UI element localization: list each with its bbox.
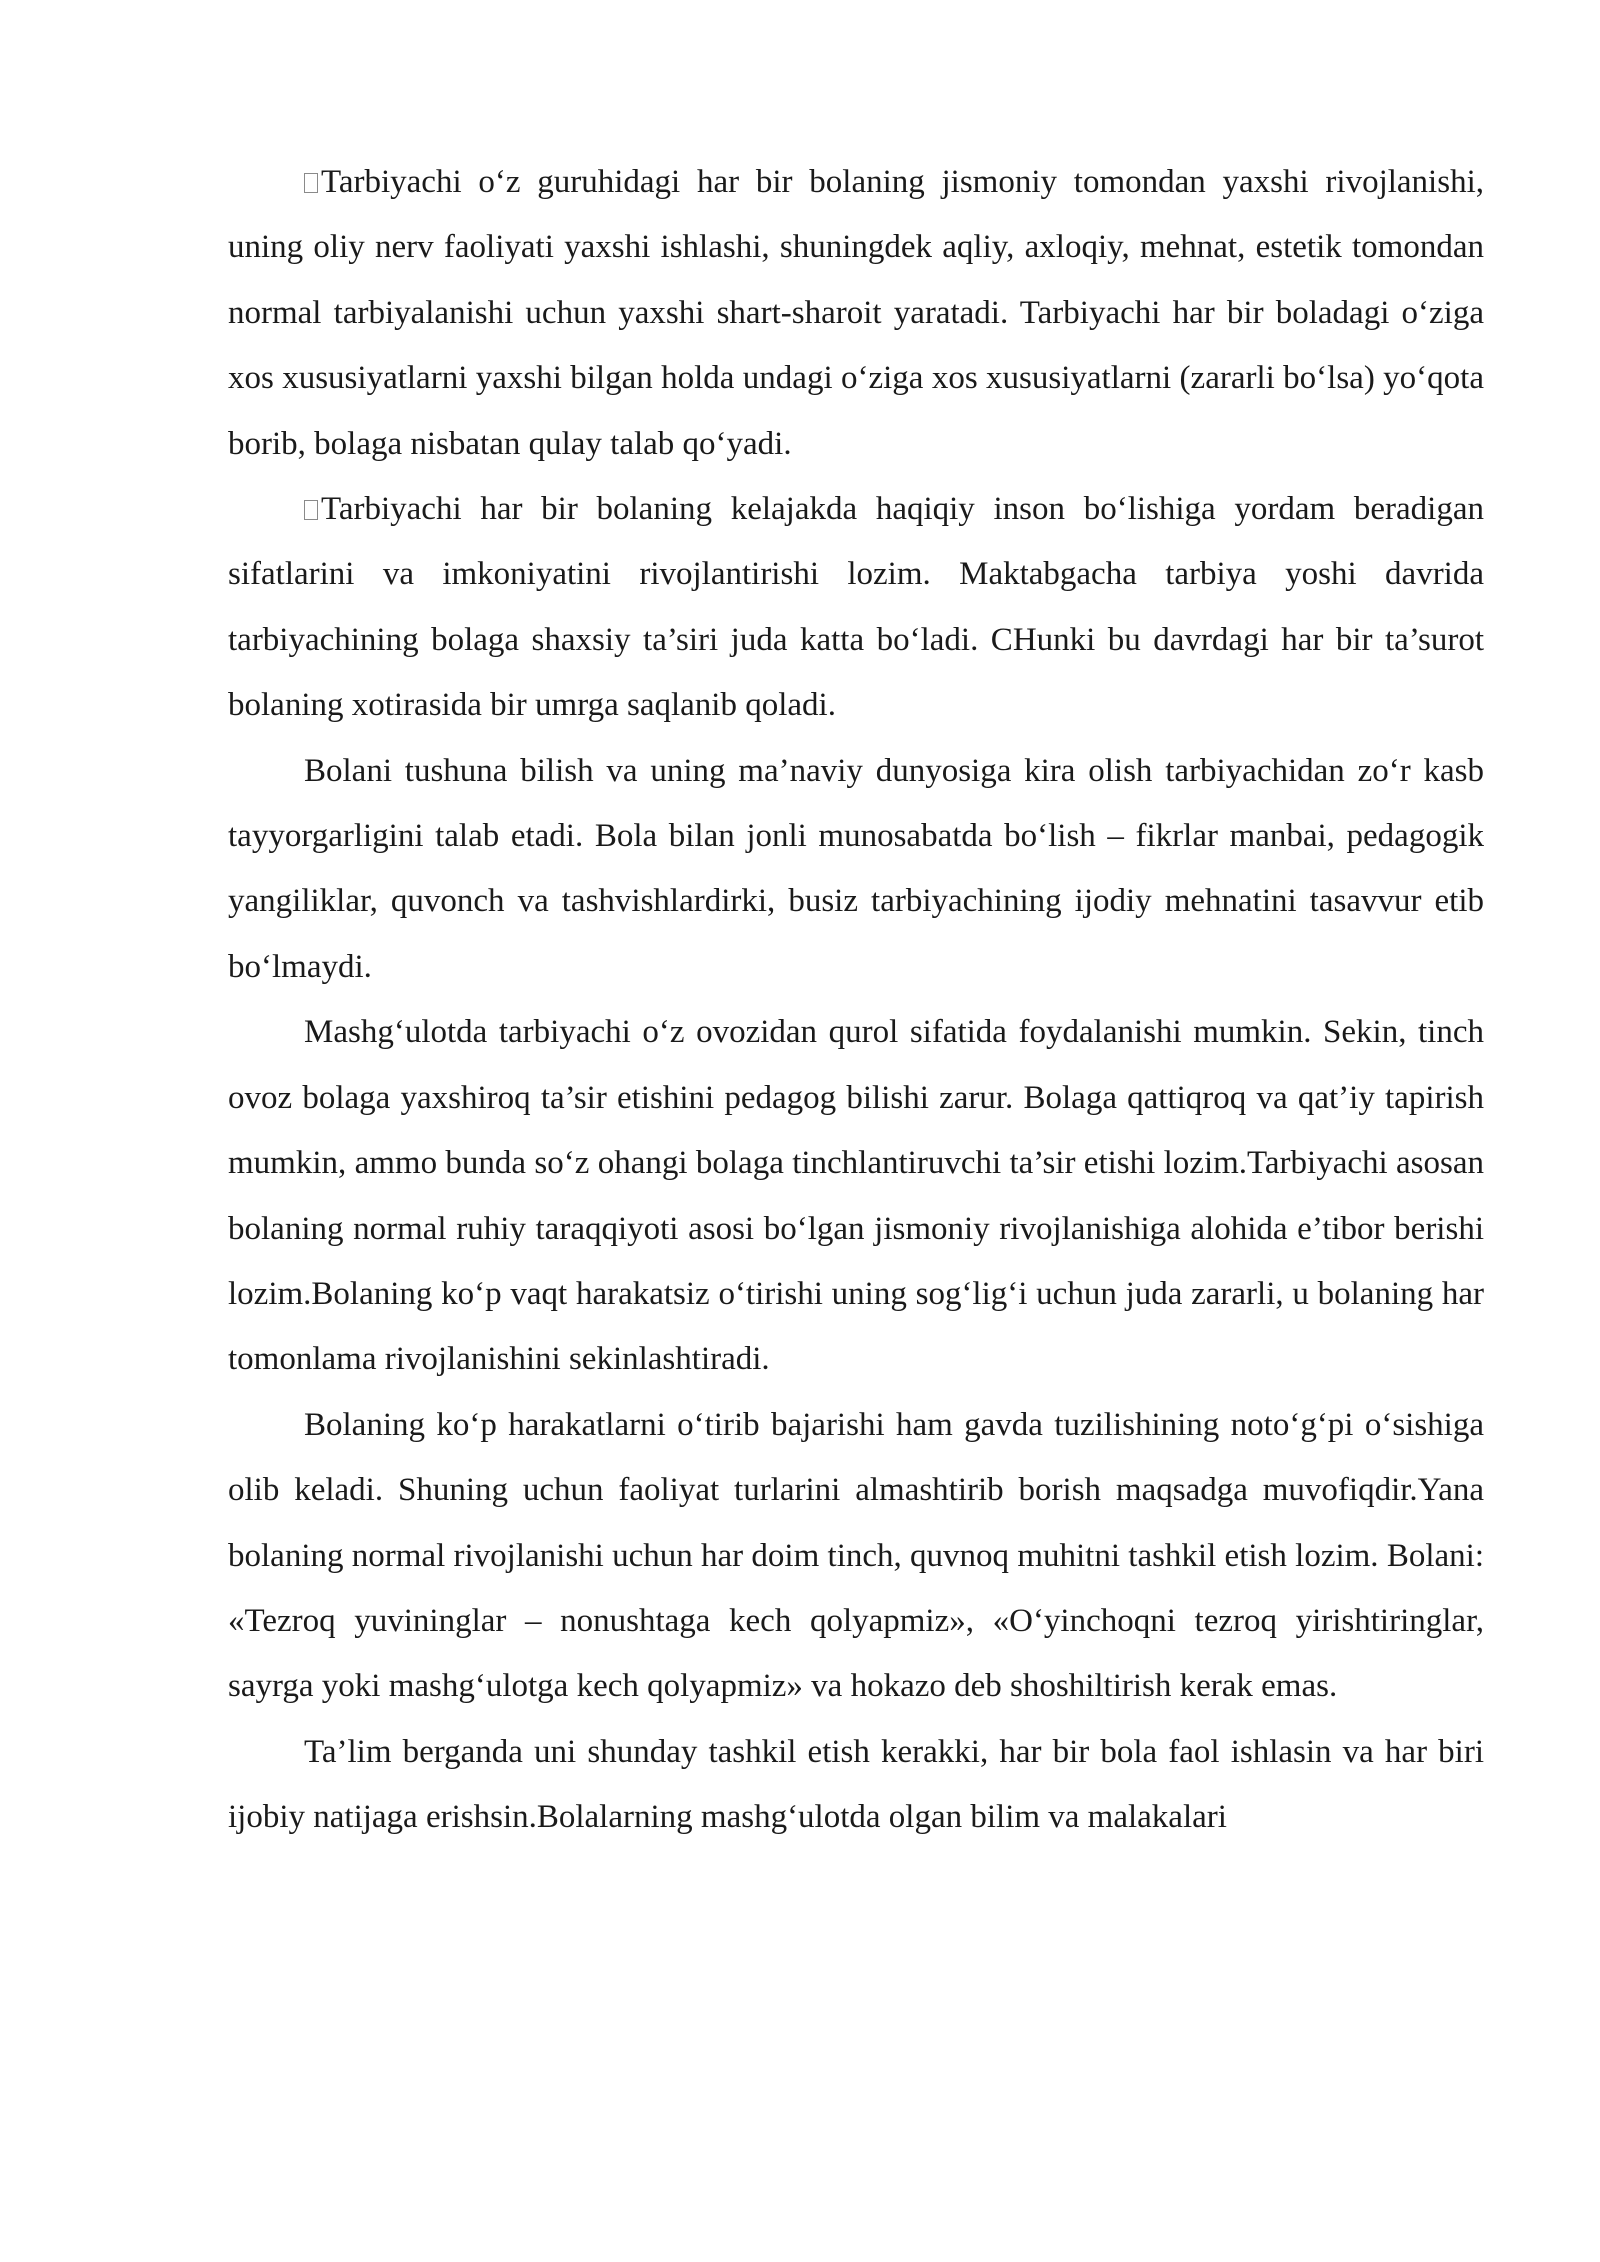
- paragraph-3-text: Bolani tushuna bilish va uning ma’naviy dunyosiga kira olish tarbiyachidan zo‘r kasb tayyorgarligini talab etadi. Bola bilan jonli munosabatda bo‘lish – fikrlar manbai, pedagogik yangiliklar, quvonch va tashvishlardirki, busiz tarbiyachining ijodiy mehnatini tasavvur etib bo‘lmaydi.: [228, 752, 1484, 985]
- paragraph-2: [228, 477, 1484, 739]
- paragraph-5-text: Bolaning ko‘p harakatlarni o‘tirib bajarishi ham gavda tuzilishining noto‘g‘pi o‘sishiga olib keladi. Shuning uchun faoliyat turlarini almashtirib borish maqsadga muvofiqdir.Yana bolaning normal rivojlanishi uchun har doim tinch, quvnoq muhitni tashkil etish lozim. Bolani: «Tezroq yuvininglar – nonushtaga kech qolyapmiz», «O‘yinchoqni tezroq yirishtiringlar, sayrga yoki mashg‘ulotga kech qolyapmiz» va hokazo deb shoshiltirish kerak emas.: [228, 1406, 1484, 1705]
- paragraph-3: [228, 739, 1484, 1001]
- paragraph-1-text: Tarbiyachi o‘z guruhidagi har bir bolaning jismoniy tomondan yaxshi rivojlanishi, uning oliy nerv faoliyati yaxshi ishlashi, shuningdek aqliy, axloqiy, mehnat, estetik tomondan normal tarbiyalanishi uchun yaxshi shart-sharoit yaratadi. Tarbiyachi har bir boladagi o‘ziga xos xususiyatlarni yaxshi bilgan holda undagi o‘ziga xos xususiyatlarni (zararli bo‘lsa) yo‘qota borib, bolaga nisbatan qulay talab qo‘yadi.: [228, 164, 1484, 462]
- paragraph-4-text: Mashg‘ulotda tarbiyachi o‘z ovozidan qurol sifatida foydalanishi mumkin. Sekin, tinch ovoz bolaga yaxshiroq ta’sir etishini pedagog bilishi zarur. Bolaga qattiqroq va qat’iy tapirish mumkin, ammo bunda so‘z ohangi bolaga tinchlantiruvchi ta’sir etishi lozim.Tarbiyachi asosan bolaning normal ruhiy taraqqiyoti asosi bo‘lgan jismoniy rivojlanishiga alohida e’tibor berishi lozim.Bolaning ko‘p vaqt harakatsiz o‘tirishi uning sog‘lig‘i uchun juda zararli, u bolaning har tomonlama rivojlanishini sekinlashtiradi.: [228, 1014, 1484, 1378]
- paragraph-6: [228, 1720, 1484, 1851]
- paragraph-4: [228, 1000, 1484, 1392]
- paragraph-1: [228, 150, 1484, 477]
- paragraph-6-text: Ta’lim berganda uni shunday tashkil etish kerakki, har bir bola faol ishlasin va har biri ijobiy natijaga erishsin.Bolalarning mashg‘ulotda olgan bilim va malakalari: [228, 1733, 1484, 1836]
- paragraph-5: [228, 1393, 1484, 1720]
- bullet-box-icon: [304, 500, 318, 520]
- paragraph-2-text: Tarbiyachi har bir bolaning kelajakda haqiqiy inson bo‘lishiga yordam beradigan sifatlarini va imkoniyatini rivojlantirishi lozim. Maktabgacha tarbiya yoshi davrida tarbiyachining bolaga shaxsiy ta’siri juda katta bo‘ladi. CHunki bu davrdagi har bir ta’surot bolaning xotirasida bir umrga saqlanib qoladi.: [228, 491, 1484, 724]
- document-body: [228, 150, 1484, 1851]
- bullet-box-icon: [304, 173, 318, 193]
